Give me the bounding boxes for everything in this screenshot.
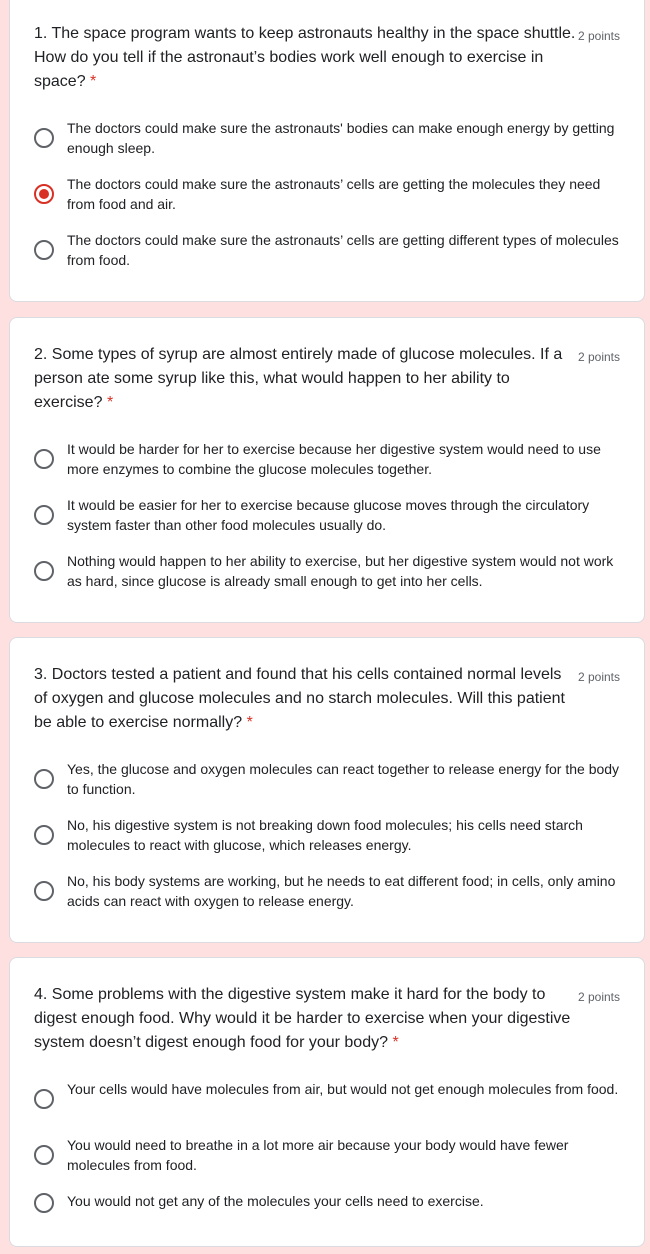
radio-button[interactable] bbox=[34, 128, 54, 148]
option-label: Yes, the glucose and oxygen molecules can react together to release energy for the body to function. bbox=[67, 761, 620, 797]
answer-option[interactable] bbox=[34, 871, 624, 911]
radio-button-selected[interactable] bbox=[34, 184, 54, 204]
answer-option[interactable] bbox=[34, 1191, 624, 1215]
required-asterisk: * bbox=[392, 1034, 399, 1051]
radio-button[interactable] bbox=[34, 1145, 54, 1165]
option-label: You would need to breathe in a lot more air because your body would have fewer molecules from food. bbox=[67, 1137, 569, 1173]
answer-option[interactable] bbox=[34, 551, 624, 591]
question-card-4 bbox=[9, 957, 645, 1247]
points-label: 2 points bbox=[577, 990, 620, 1004]
answer-option[interactable] bbox=[34, 815, 624, 855]
question-card-2 bbox=[9, 317, 645, 623]
required-asterisk: * bbox=[90, 73, 97, 90]
question-title: 2. Some types of syrup are almost entirely made of glucose molecules. If a person ate some syrup like this, what would happen to her ability to exercise? * bbox=[34, 346, 563, 411]
option-label: The doctors could make sure the astronauts' bodies can make enough energy by getting enough sleep. bbox=[67, 120, 615, 156]
answer-option[interactable] bbox=[34, 759, 624, 799]
option-label: The doctors could make sure the astronauts’ cells are getting different types of molecules from food. bbox=[67, 232, 619, 268]
question-title: 4. Some problems with the digestive system make it hard for the body to digest enough food. Why would it be harder to exercise when your digestive system doesn’t digest enough food for your body? * bbox=[34, 986, 571, 1051]
radio-button[interactable] bbox=[34, 1089, 54, 1109]
answer-option[interactable] bbox=[34, 439, 624, 479]
option-label: It would be harder for her to exercise because her digestive system would need to use more enzymes to combine the glucose molecules together. bbox=[67, 441, 601, 477]
radio-button[interactable] bbox=[34, 240, 54, 260]
radio-button[interactable] bbox=[34, 505, 54, 525]
question-card-3 bbox=[9, 637, 645, 943]
answer-option[interactable] bbox=[34, 1079, 624, 1119]
radio-button[interactable] bbox=[34, 881, 54, 901]
radio-button[interactable] bbox=[34, 449, 54, 469]
radio-button[interactable] bbox=[34, 1193, 54, 1213]
radio-button[interactable] bbox=[34, 769, 54, 789]
option-label: Your cells would have molecules from air, but would not get enough molecules from food. bbox=[67, 1081, 619, 1097]
points-label: 2 points bbox=[577, 670, 620, 684]
question-title: 3. Doctors tested a patient and found that his cells contained normal levels of oxygen and glucose molecules and no starch molecules. Will this patient be able to exercise normally? * bbox=[34, 666, 565, 731]
option-label: No, his body systems are working, but he needs to eat different food; in cells, only amino acids can react with oxygen to release energy. bbox=[67, 873, 616, 909]
option-label: The doctors could make sure the astronauts’ cells are getting the molecules they need from food and air. bbox=[67, 176, 601, 212]
option-label: It would be easier for her to exercise because glucose moves through the circulatory system faster than other food molecules usually do. bbox=[67, 497, 590, 533]
option-label: You would not get any of the molecules your cells need to exercise. bbox=[67, 1193, 484, 1209]
answer-option[interactable] bbox=[34, 174, 624, 214]
required-asterisk: * bbox=[246, 714, 253, 731]
required-asterisk: * bbox=[106, 394, 114, 411]
points-label: 2 points bbox=[577, 350, 620, 364]
answer-option[interactable] bbox=[34, 495, 624, 535]
option-label: Nothing would happen to her ability to exercise, but her digestive system would not work as hard, since glucose is already small enough to get into her cells. bbox=[67, 553, 614, 589]
answer-option[interactable] bbox=[34, 230, 624, 270]
answer-option[interactable] bbox=[34, 118, 624, 158]
option-label: No, his digestive system is not breaking down food molecules; his cells need starch molecules to react with glucose, which releases energy. bbox=[67, 817, 583, 853]
question-title: 1. The space program wants to keep astronauts healthy in the space shuttle. How do you tell if the astronaut’s bodies work well enough to exercise in space? * bbox=[34, 25, 576, 90]
radio-button[interactable] bbox=[34, 825, 54, 845]
answer-option[interactable] bbox=[34, 1135, 624, 1175]
question-card-1 bbox=[9, 0, 645, 302]
radio-button[interactable] bbox=[34, 561, 54, 581]
points-label: 2 points bbox=[577, 29, 620, 43]
